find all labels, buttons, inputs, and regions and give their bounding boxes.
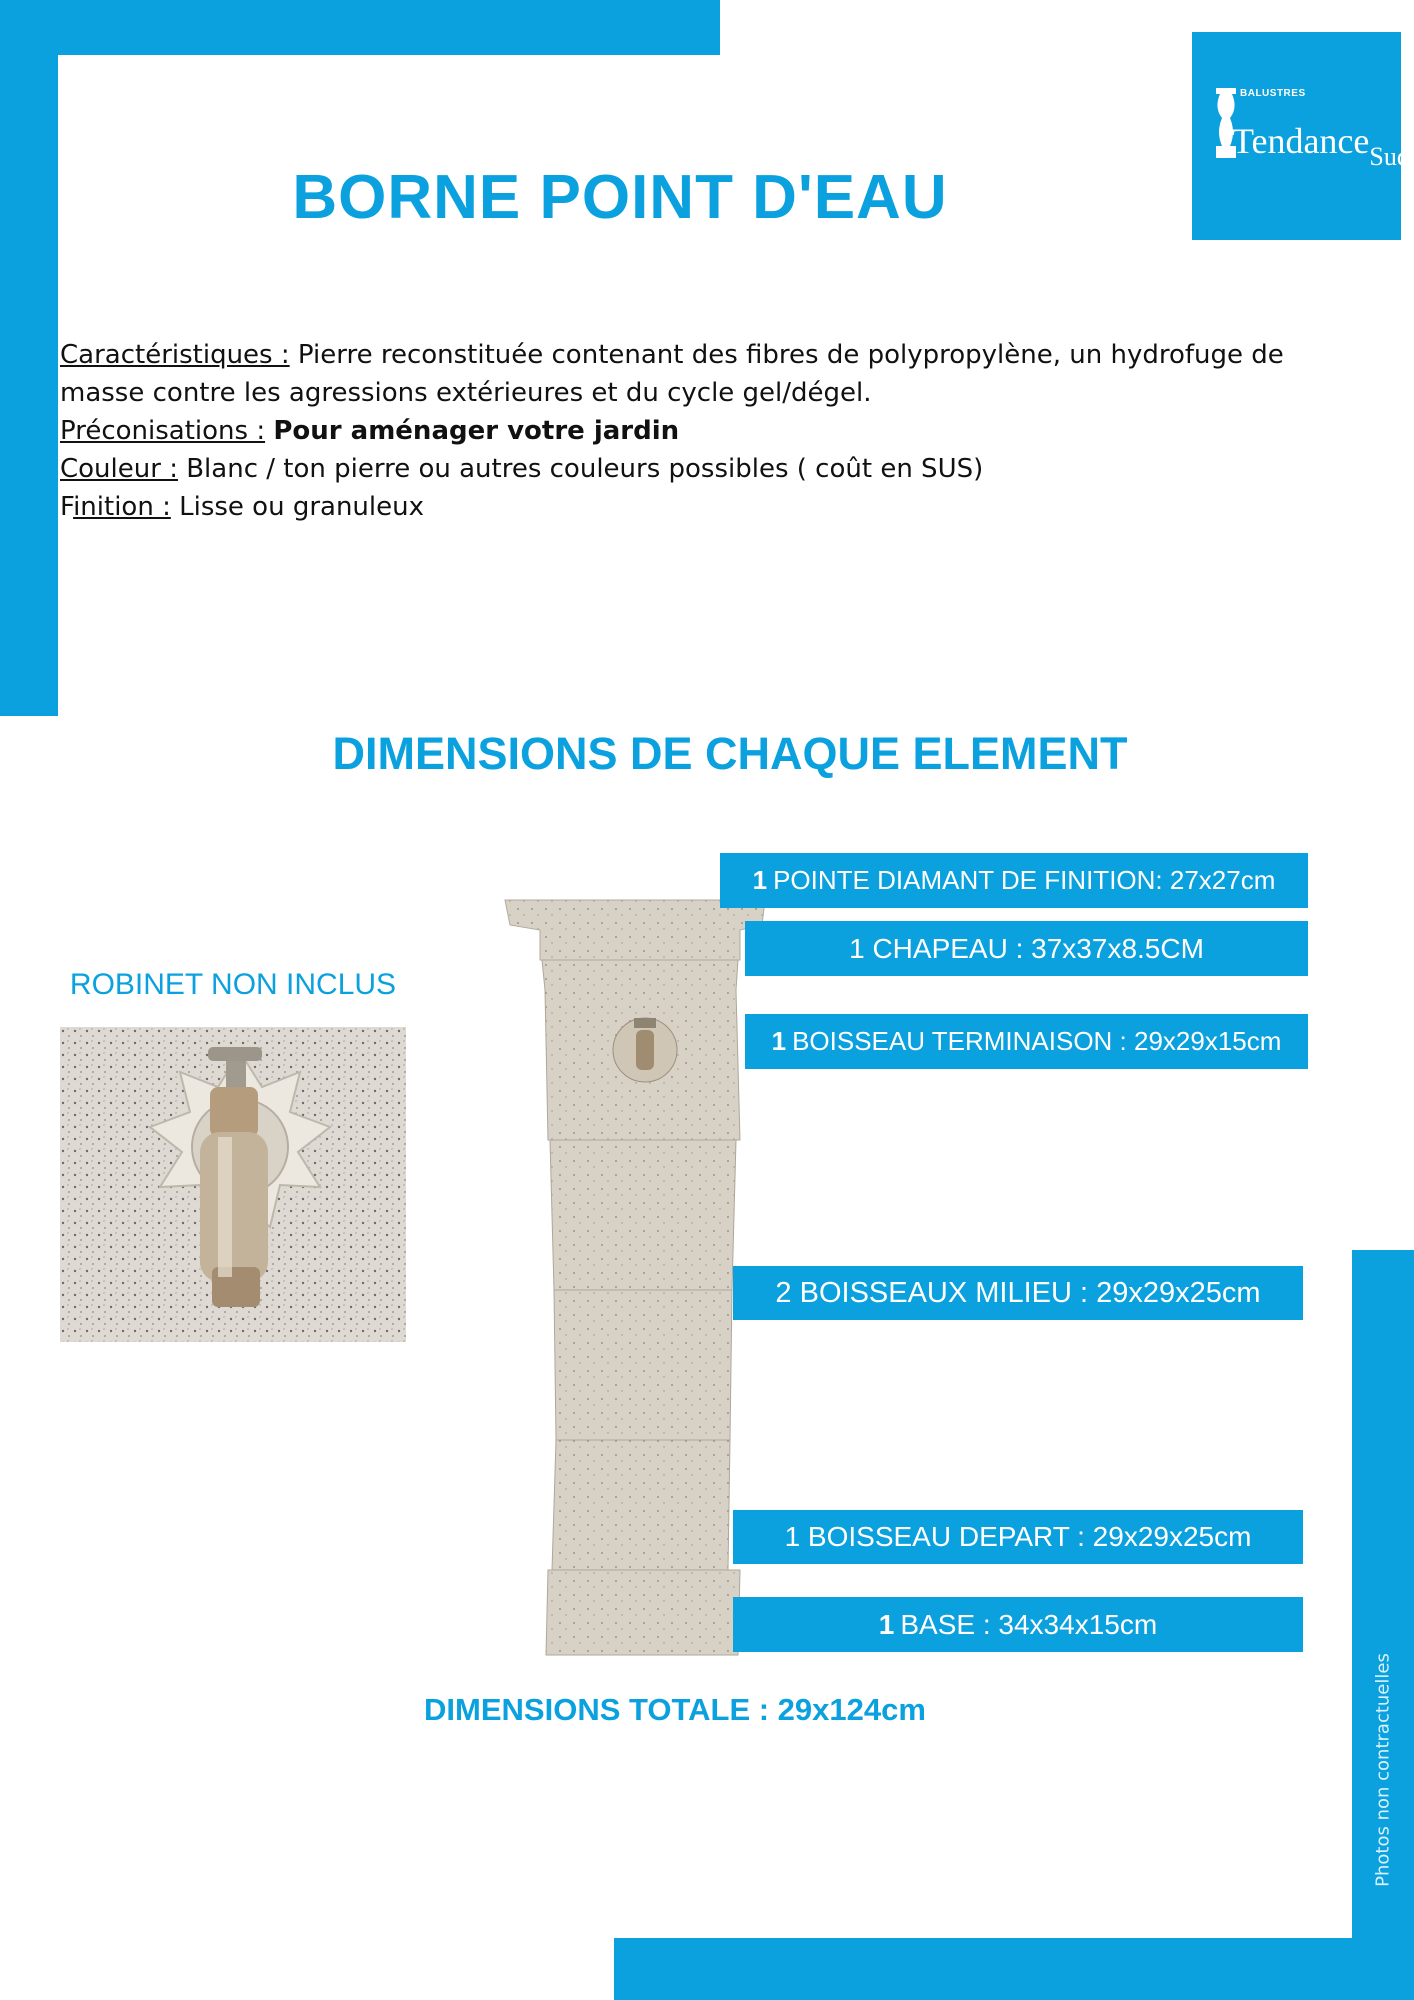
element-text: POINTE DIAMANT DE FINITION: 27x27cm	[773, 865, 1276, 895]
element-qty: 1	[752, 865, 768, 895]
spec-label: Préconisations :	[60, 416, 266, 446]
element-label-depart	[733, 1510, 1303, 1564]
spec-value: Lisse ou granuleux	[170, 492, 424, 522]
logo-name	[1232, 120, 1410, 171]
spec-characteristics	[60, 336, 1360, 412]
element-text: 1 BOISSEAU DEPART : 29x29x25cm	[784, 1521, 1252, 1552]
logo-tendance: Tendance	[1232, 121, 1370, 161]
dimensions-heading: DIMENSIONS DE CHAQUE ELEMENT	[332, 728, 1128, 779]
element-text: BOISSEAU TERMINAISON : 29x29x15cm	[792, 1026, 1282, 1056]
spec-recommendations	[60, 412, 1360, 450]
spec-label-initial: F	[60, 492, 74, 522]
total-dimensions: DIMENSIONS TOTALE : 29x124cm	[424, 1692, 926, 1727]
element-label-pointe	[720, 853, 1308, 908]
spec-value: Blanc / ton pierre ou autres couleurs possibles ( coût en SUS)	[177, 454, 984, 484]
element-qty: 1	[771, 1026, 787, 1056]
spec-label: Couleur :	[60, 454, 178, 484]
spec-color	[60, 450, 1360, 488]
disclaimer-text: Photos non contractuelles	[1372, 1653, 1394, 1887]
spec-value: Pierre reconstituée contenant des fibres de polypropylène, un hydrofuge de masse contre les agressions extérieures et du cycle gel/dégel.	[60, 340, 1284, 408]
element-text: BASE : 34x34x15cm	[900, 1608, 1158, 1640]
page-title: BORNE POINT D'EAU	[292, 163, 948, 232]
element-label-chapeau	[745, 921, 1308, 976]
element-text: 2 BOISSEAUX MILIEU : 29x29x25cm	[775, 1276, 1261, 1309]
left-frame-bar	[0, 0, 58, 716]
element-label-milieu	[733, 1266, 1303, 1320]
element-qty: 1	[878, 1608, 895, 1640]
element-text: 1 CHAPEAU : 37x37x8.5CM	[849, 932, 1204, 964]
bottom-frame-bar	[614, 1938, 1414, 2000]
spec-label: Caractéristiques :	[60, 340, 290, 370]
spec-value: Pour aménager votre jardin	[273, 416, 680, 446]
faucet-photo	[60, 1027, 406, 1342]
logo-subtitle: BALUSTRES	[1240, 88, 1306, 99]
logo-sud: Sud	[1369, 142, 1410, 171]
disclaimer-strip	[1352, 1250, 1414, 1900]
top-frame-bar	[0, 0, 720, 55]
element-label-terminaison	[745, 1014, 1308, 1069]
spec-finish	[60, 488, 1360, 526]
element-label-base	[733, 1597, 1303, 1652]
faucet-not-included-label: ROBINET NON INCLUS	[69, 968, 397, 1001]
spec-label: inition :	[73, 492, 171, 522]
product-specs	[60, 336, 1360, 526]
